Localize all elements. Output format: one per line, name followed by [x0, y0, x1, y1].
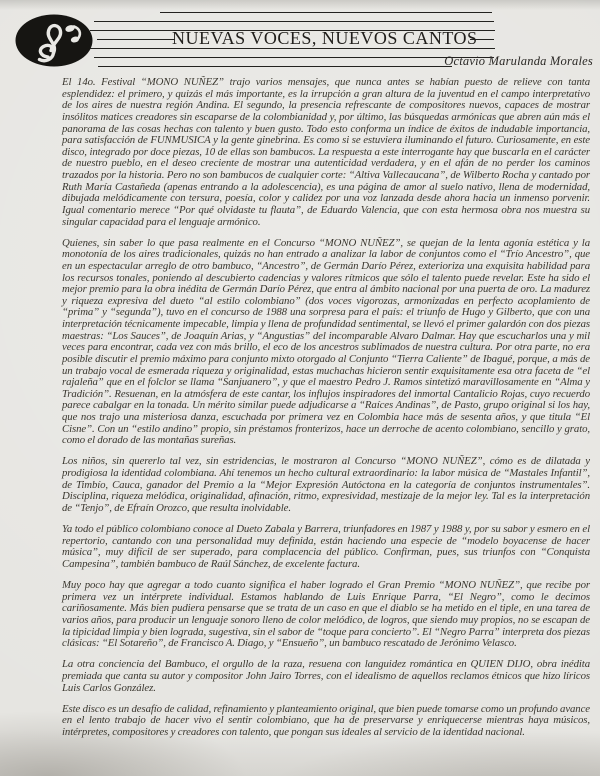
article-paragraph: Los niños, sin quererlo tal vez, sin estridencias, le mostraron al Concurso “MONO NUÑEZ”, cómo es de dilatada y prodigiosa la identidad colombiana. Ahí tenemos un hecho cultural extraordinario: la labor música de “Mastales Infantil”, de Timbío, Cauca, ganador del Premio a la “Mejor Expresión Autóctona en la categoría de conjuntos instrumentales”. Disciplina, riqueza melódica, originalidad, afinación, ritmo, expresividad, mestizaje de la mejor ley. Tal es la interpretación de “Tenjo”, de Efraín Orozco, que resulta inolvidable. — [62, 455, 590, 514]
staff-line — [160, 12, 492, 13]
logo — [14, 13, 94, 69]
article-paragraph: La otra conciencia del Bambuco, el orgullo de la raza, resuena con languidez romántica en QUIEN DIJO, obra inédita premiada que canta su autor y compositor John Jairo Torres, con el idealismo de aquellos reclamos étnicos que hizo líricos Luis Carlos González. — [62, 658, 590, 694]
article-body — [62, 77, 590, 748]
article-paragraph: Este disco es un desafío de calidad, refinamiento y planteamiento original, que bien puede tomarse como un profundo avance en el lento trabajo de hacer vivo el sentir colombiano, que ha de preservarse y enriquecerse mientras haya músicos, intérpretes, compositores y creadores con talento, que pongan sus ideales al servicio de la identidad nacional. — [62, 702, 590, 738]
article-paragraph: Quienes, sin saber lo que pasa realmente en el Concurso “MONO NUÑEZ”, se quejan de la lenta agonía estética y la monotonía de los aires tradicionales, quizás no han entrado a analizar la labor de conjuntos como el “Trío Ancestro”, que en un espectacular arreglo de otro bambuco, “Ancestro”, de Germán Darío Pérez, exterioriza una exquisita habilidad para los recursos tonales, poniendo al descubierto cadencias y valores rítmicos que sólo el talento puede revelar. Este ha sido el mejor premio para la obra inédita de Germán Darío Pérez, que entra al ámbito nacional por una puerta de oro. La madurez y riqueza expresiva del dueto “al estilo colombiano” (dos voces vigorozas, armonizadas en perfecto acoplamiento de “prima” y “segunda”), tuvo en el concurso de 1988 una sorpresa para el país: el triunfo de Hugo y Gilberto, que con una interpretación técnicamente impecable, limpia y llena de profundidad sentimental, se llevó el primer galardón con dos piezas maestras: “Los Sauces”, de Joaquín Arias, y “Angustias” del incomparable Alvaro Dalmar. Hay que escucharlos una y mil veces para encontrar, cada vez con más brillo, el eco de los ancestros sublimados de nuestra cultura. Por otra parte, no era posible discutir el premio máximo para conjunto mixto otorgado al Conjunto “Tierra Caliente” de Ibagué, porque, a más de un trabajo vocal de esmerada riqueza y originalidad, estas muchachas hicieron sentir exquisitamente esa otra faceta de “el rajaleña” que en el folclor se llama “Sanjuanero”, y que el maestro Pedro J. Ramos sintetizó maravillosamente en “Alma y Tradición”. Resuenan, en la atmósfera de este cantar, los influjos inspiradores del inmortal Cantalicio Rojas, cuyo recuerdo parece cabalgar en la tonada. Un mérito similar puede adjudicarse a “Raíces Andinas”, de Pasto, grupo original si los hay, que nos trajo una misteriosa danza, escuchada por primera vez en Colombia hace más de sesenta años, y que titula “El Cisne”. Con un “estilo andino” propio, sin préstamos fronterizos, hace un derroche de acento colombiano, sencillo y grato, como el dorado de las montañas sureñas. — [62, 236, 590, 447]
page-title: NUEVAS VOCES, NUEVOS CANTOS — [172, 28, 478, 48]
article-paragraph: Muy poco hay que agregar a todo cuanto significa el haber logrado el Gran Premio “MONO NUÑEZ”, que recibe por primera vez un intérprete individual. Estamos hablando de Luis Enrique Parra, “El Negro”, como le decimos cariñosamente. Más bien pudiera pensarse que se trata de un caso en que el diablo se ha metido en el tiple, en una tarea de varios años, para producir un lenguaje sonoro lleno de color melódico, de logros, que siendo muy propios, no se escapan de la tipicidad limpia y bien lograda, sugestiva, sin el sabor de “toque para concierto”. El “Negro Parra” interpreta dos piezas clásicas: “El Sotareño”, de Francisco A. Diago, y “Ensueño”, un bambuco rescatado de Jerónimo Velasco. — [62, 579, 590, 650]
byline-rule — [98, 66, 452, 67]
title-left-rule — [97, 39, 175, 40]
treble-clef-notes-icon — [14, 13, 94, 69]
staff-line — [94, 57, 494, 58]
byline: Octavio Marulanda Morales — [444, 54, 593, 68]
header — [0, 0, 600, 78]
staff-line — [94, 21, 494, 22]
article-paragraph: Ya todo el público colombiano conoce al Dueto Zabala y Barrera, triunfadores en 1987 y 1988 y, por su sabor y esmero en el repertorio, cantando con una personalidad muy definida, están haciendo una especie de “modelo boyacense de hacer música”, muy difícil de ser superado, para complacencia del público. Confirman, pues, sus triunfos con “Conquista Campesina”, también bambuco de Raúl Sánchez, de excelente factura. — [62, 523, 590, 570]
article-paragraph: El 14o. Festival “MONO NUÑEZ” trajo varios mensajes, que nunca antes se habían puesto de relieve con tanta esplendidez: el primero, y quizás el más importante, es la irrupción a gran altura de la juventud en el campo interpretativo de los aires de nuestra región Andina. El segundo, la presencia refrescante de compositores nuevos, capaces de mostrar insólitos matices creadores sin escaparse de la colombianidad y, por último, las búsquedas armónicas que abren aún más el panorama de las cosas hechas con talento y buen gusto. Todo esto conforma un índice de éxitos de indudable importancia, para satisfacción de FUNMUSICA y la gente ginebrina. Es como si se estuviera iluminando el futuro. Curiosamente, en este disco, integrado por doce piezas, 10 de ellas son bambucos. La respuesta a este interrogante hay que buscarla en el carácter de nuestro pueblo, en el deseo creciente de mostrar una autenticidad verdadera, y en el afán de no perder los caminos trazados por la historia. Pero no son bambucos de cualquier corte: “Altiva Vallecaucana”, de Wilberto Rocha y cantado por Ruth María Castañeda (apenas entrando a la adolescencia), es una página de amor al suelo nativo, llena de modernidad, dibujada melódicamente con tersura, poesía, color y calidez por una voz lanzada desde ahora hacia un inmenso porvenir. Igual comentario merece “Por qué olvidaste tu flauta”, de Eduardo Valencia, que con esta hermosa obra nos muestra su singular capacidad para el lenguaje armónico. — [62, 76, 590, 228]
